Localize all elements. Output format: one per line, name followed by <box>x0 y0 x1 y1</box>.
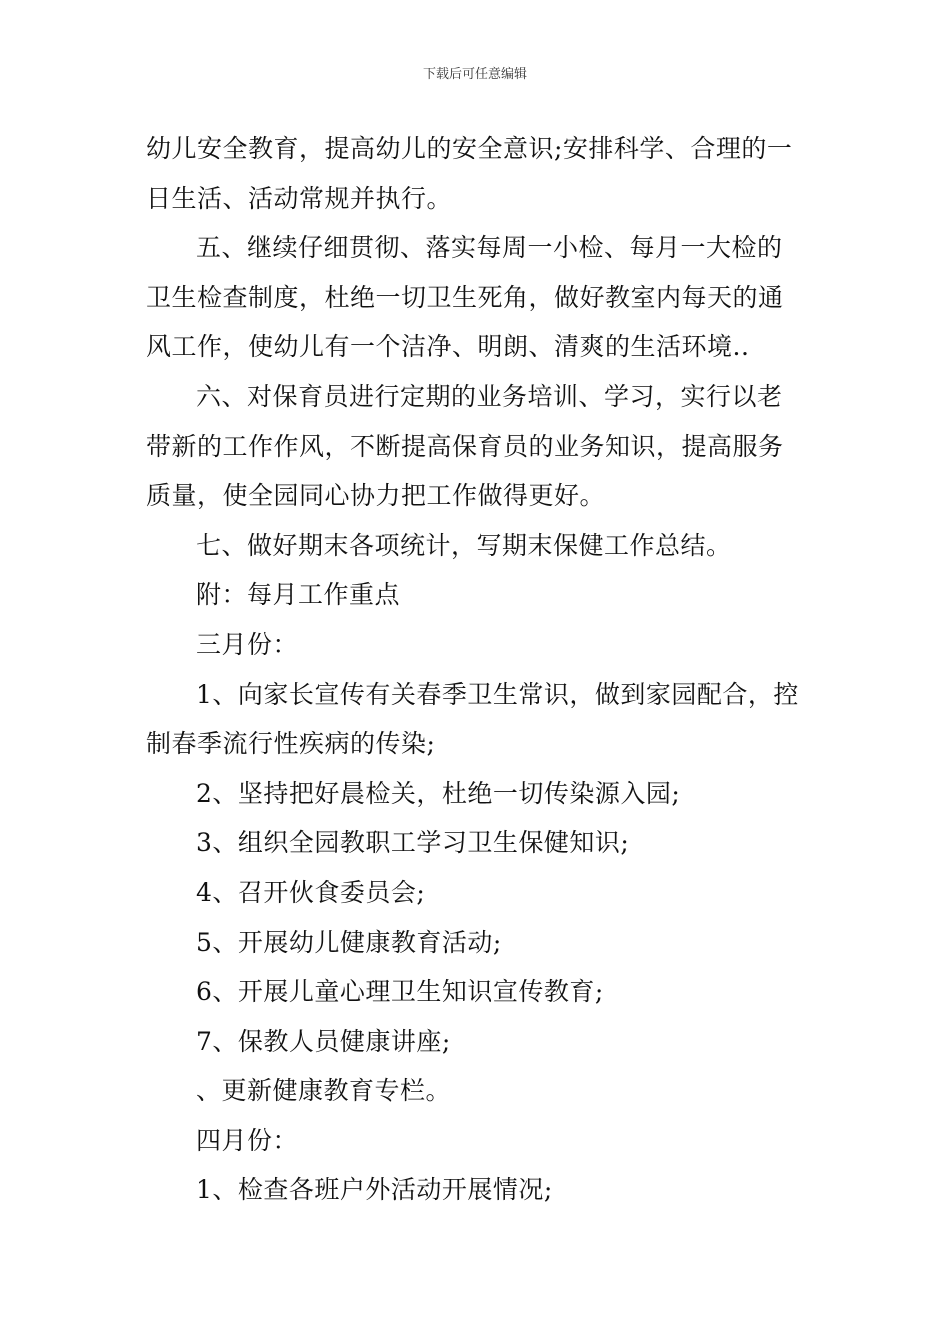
text-line: 四月份： <box>196 1125 299 1155</box>
text-line: 质量，使全园同心协力把工作做得更好。 <box>146 481 606 511</box>
text-line: 三月份： <box>196 629 299 659</box>
page-header: 下载后可任意编辑 <box>422 67 527 82</box>
text-line: 卫生检查制度，杜绝一切卫生死角，做好教室内每天的通 <box>146 282 784 312</box>
text-line: 、更新健康教育专栏。 <box>196 1076 452 1106</box>
text-line: 1、向家长宣传有关春季卫生常识，做到家园配合，控 <box>196 679 799 709</box>
text-line: 4、召开伙食委员会; <box>196 877 426 907</box>
text-line: 附：每月工作重点 <box>196 580 401 610</box>
text-line: 五、继续仔细贯彻、落实每周一小检、每月一大检的 <box>196 233 783 263</box>
text-line: 制春季流行性疾病的传染; <box>146 729 436 759</box>
text-line: 七、做好期末各项统计，写期末保健工作总结。 <box>196 530 732 560</box>
text-line: 6、开展儿童心理卫生知识宣传教育; <box>196 977 604 1007</box>
text-line: 六、对保育员进行定期的业务培训、学习，实行以老 <box>196 381 783 411</box>
document-body <box>146 124 806 1215</box>
text-line: 1、检查各班户外活动开展情况; <box>196 1175 553 1205</box>
text-line: 3、组织全园教职工学习卫生保健知识; <box>196 828 630 858</box>
text-line: 带新的工作作风，不断提高保育员的业务知识，提高服务 <box>146 431 784 461</box>
text-line: 5、开展幼儿健康教育活动; <box>196 927 502 957</box>
text-line: 风工作，使幼儿有一个洁净、明朗、清爽的生活环境.. <box>146 332 750 362</box>
text-line: 2、坚持把好晨检关，杜绝一切传染源入园; <box>196 778 681 808</box>
text-line: 日生活、活动常规并执行。 <box>146 183 453 213</box>
text-line: 7、保教人员健康讲座; <box>196 1026 451 1056</box>
text-line: 幼儿安全教育，提高幼儿的安全意识;安排科学、合理的一 <box>146 134 793 163</box>
